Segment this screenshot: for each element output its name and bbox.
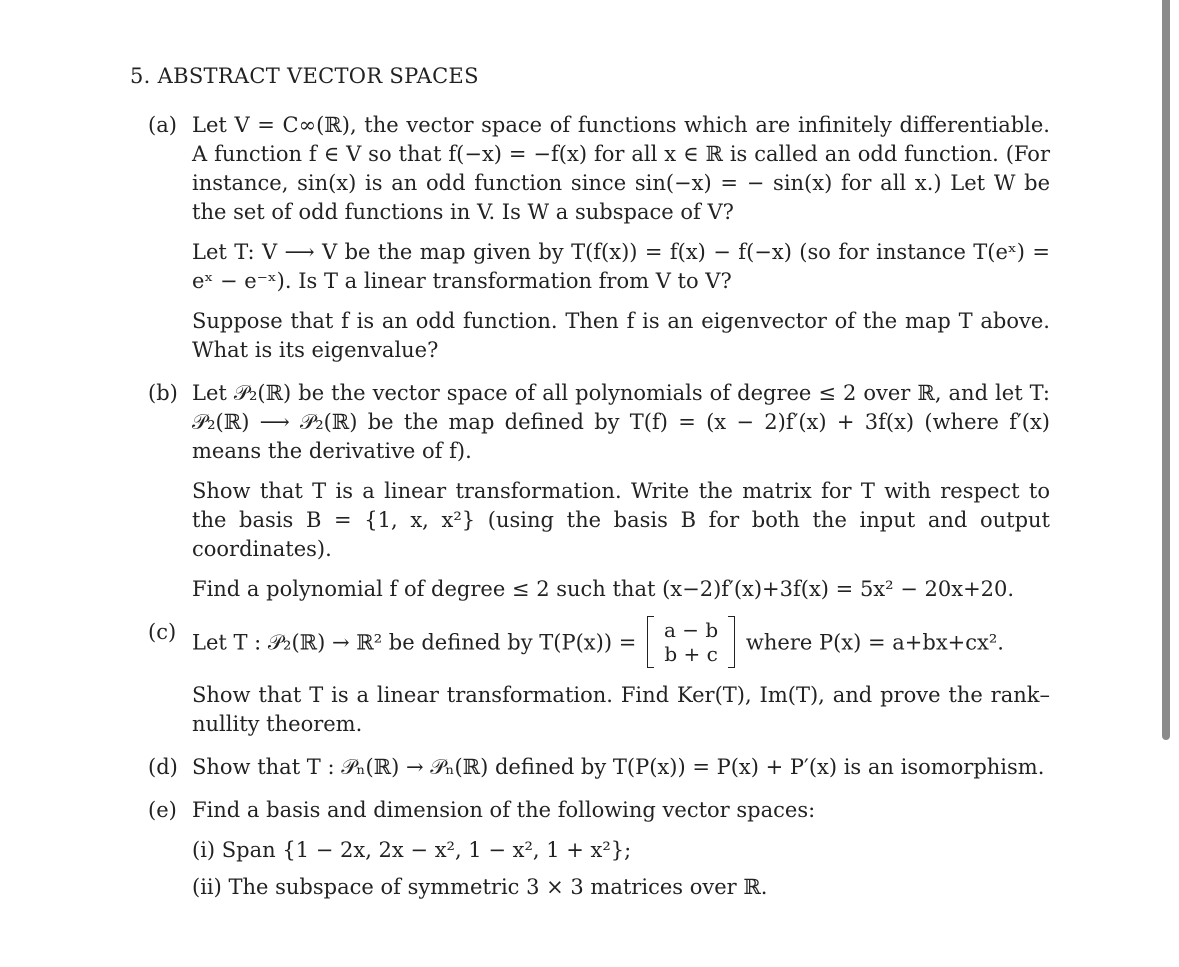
document-body xyxy=(130,62,1050,916)
vector-entry-top: a − b xyxy=(664,618,719,642)
problem-e-part-ii: (ii) The subspace of symmetric 3 × 3 matrices over ℝ. xyxy=(192,875,768,899)
problem-c-paragraph-2: Show that T is a linear transformation. Find Ker(T), Im(T), and prove the rank–nullity theorem. xyxy=(192,683,1050,736)
problem-e-paragraph-1: Find a basis and dimension of the following vector spaces: xyxy=(192,798,816,822)
section-number: 5. xyxy=(130,64,151,88)
problem-e-part-i: (i) Span {1 − 2x, 2x − x², 1 − x², 1 + x²}; xyxy=(192,838,632,862)
problem-c-where: where P(x) = a+bx+cx². xyxy=(745,630,1004,655)
problem-e xyxy=(130,796,1050,902)
problem-label: (d) xyxy=(148,755,178,779)
problem-c-paragraph-1 xyxy=(192,618,1050,670)
column-vector xyxy=(647,616,735,668)
vector-entry-bottom: b + c xyxy=(664,642,718,666)
problem-b-paragraph-3: Find a polynomial f of degree ≤ 2 such that (x−2)f′(x)+3f(x) = 5x² − 20x+20. xyxy=(192,577,1015,601)
section-heading xyxy=(130,62,1050,91)
left-bracket xyxy=(647,616,654,668)
section-title: ABSTRACT VECTOR SPACES xyxy=(157,64,479,88)
problem-a xyxy=(130,111,1050,365)
problem-label: (b) xyxy=(148,381,178,405)
problem-c-definition: Let T : 𝒫₂(ℝ) → ℝ² be defined by T(P(x)) = xyxy=(192,630,637,655)
right-bracket xyxy=(728,616,735,668)
problem-c xyxy=(130,618,1050,739)
problem-label: (e) xyxy=(148,798,177,822)
vector-entries xyxy=(654,616,728,668)
problem-b-paragraph-1: Let 𝒫₂(ℝ) be the vector space of all polynomials of degree ≤ 2 over ℝ, and let T: 𝒫₂(ℝ) ⟶ 𝒫₂(ℝ) be the map defined by T(f) = (x − 2)f′(x) + 3f(x) (where f′(x) means the derivative of f). xyxy=(192,381,1050,463)
problem-a-paragraph-2: Let T: V ⟶ V be the map given by T(f(x)) = f(x) − f(−x) (so for instance T(eˣ) = eˣ − e⁻ˣ). Is T a linear transformation from V to V? xyxy=(192,240,1050,293)
problem-b xyxy=(130,379,1050,604)
problem-b-paragraph-2: Show that T is a linear transformation. Write the matrix for T with respect to the basis B = {1, x, x²} (using the basis B for both the input and output coordinates). xyxy=(192,479,1050,561)
problem-d xyxy=(130,753,1050,782)
problem-label: (a) xyxy=(148,113,177,137)
problem-d-paragraph-1: Show that T : 𝒫ₙ(ℝ) → 𝒫ₙ(ℝ) defined by T(P(x)) = P(x) + P′(x) is an isomorphism. xyxy=(192,755,1045,779)
problem-a-paragraph-3: Suppose that f is an odd function. Then f is an eigenvector of the map T above. What is its eigenvalue? xyxy=(192,309,1050,362)
problem-label: (c) xyxy=(148,620,177,644)
problem-a-paragraph-1: Let V = C∞(ℝ), the vector space of functions which are infinitely differentiable. A function f ∈ V so that f(−x) = −f(x) for all x ∈ ℝ is called an odd function. (For instance, sin(x) is an odd function since sin(−x) = − sin(x) for all x.) Let W be the set of odd functions in V. Is W a subspace of V? xyxy=(192,113,1050,224)
scrollbar[interactable] xyxy=(1162,0,1170,740)
